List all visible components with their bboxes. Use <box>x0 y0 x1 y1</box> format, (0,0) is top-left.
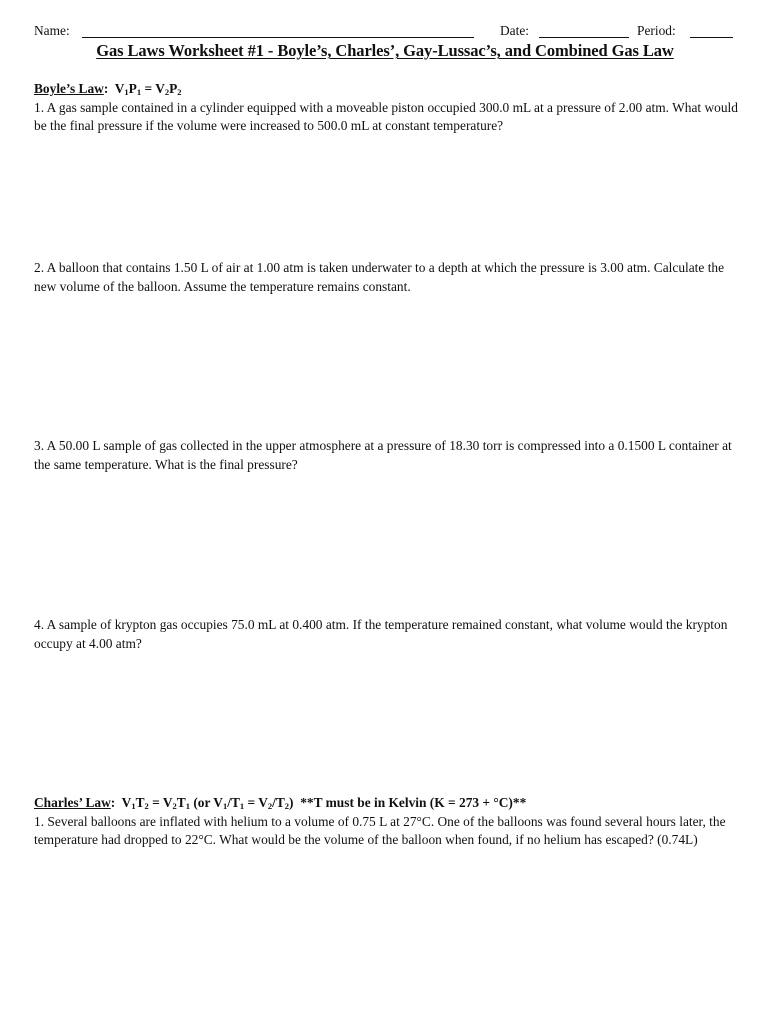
boyles-law-heading: Boyle’s Law: $V_1P_1 = V_2P_2$ <box>34 81 182 97</box>
charles-law-name: Charles’ Law <box>34 795 111 810</box>
boyles-question-2: 2. A balloon that contains 1.50 L of air at 1.00 atm is taken underwater to a depth at which the pressure is 3.00 atm. Calculate the new volume of the balloon. Assume the temperature remains constant. <box>34 260 725 294</box>
boyles-question-2-block <box>34 259 744 296</box>
boyles-question-3-block <box>34 437 744 474</box>
boyles-question-3: 3. A 50.00 L sample of gas collected in the upper atmosphere at a pressure of 18.30 torr is compressed into a 0.1500 L container at the same temperature. What is the final pressure? <box>34 438 732 472</box>
name-label: Name: <box>34 23 70 38</box>
name-field[interactable] <box>82 37 474 38</box>
period-field[interactable] <box>690 37 733 38</box>
charles-law-section <box>34 794 744 850</box>
charles-question-1: 1. Several balloons are inflated with helium to a volume of 0.75 L at 27°C. One of the balloons was found several hours later, the temperature had dropped to 22°C. What would be the volume of the balloon when found, if no helium has escaped? (0.74L) <box>34 813 726 847</box>
boyles-question-4-block <box>34 616 744 653</box>
charles-law-heading: Charles’ Law: $V_1T_2 = V_2T_1$ (or $V_1/T_1 = V_2/T_2$) **T must be in Kelvin (K = 273 + °C)** <box>34 795 527 811</box>
boyles-question-4: 4. A sample of krypton gas occupies 75.0 mL at 0.400 atm. If the temperature remained constant, what volume would the krypton occupy at 4.00 atm? <box>34 617 728 651</box>
boyles-law-section <box>34 80 744 136</box>
boyles-law-formula: $V_1P_1 = V_2P_2$ <box>114 81 182 97</box>
boyles-law-name: Boyle’s Law <box>34 81 104 96</box>
worksheet-title: Gas Laws Worksheet #1 - Boyle’s, Charles’, Gay-Lussac’s, and Combined Gas Law <box>96 41 674 60</box>
kelvin-note: **T must be in Kelvin (K = 273 + °C)** <box>300 795 527 810</box>
date-field[interactable] <box>539 37 629 38</box>
boyles-question-1: 1. A gas sample contained in a cylinder equipped with a moveable piston occupied 300.0 mL at a pressure of 2.00 atm. What would be the final pressure if the volume were increased to 500.0 mL at constant temperature? <box>34 99 738 133</box>
date-label: Date: <box>500 23 529 38</box>
charles-law-formula: $V_1T_2 = V_2T_1$ (or $V_1/T_1 = V_2/T_2$) <box>121 795 301 811</box>
period-label: Period: <box>637 23 676 38</box>
student-info-header <box>34 22 734 42</box>
